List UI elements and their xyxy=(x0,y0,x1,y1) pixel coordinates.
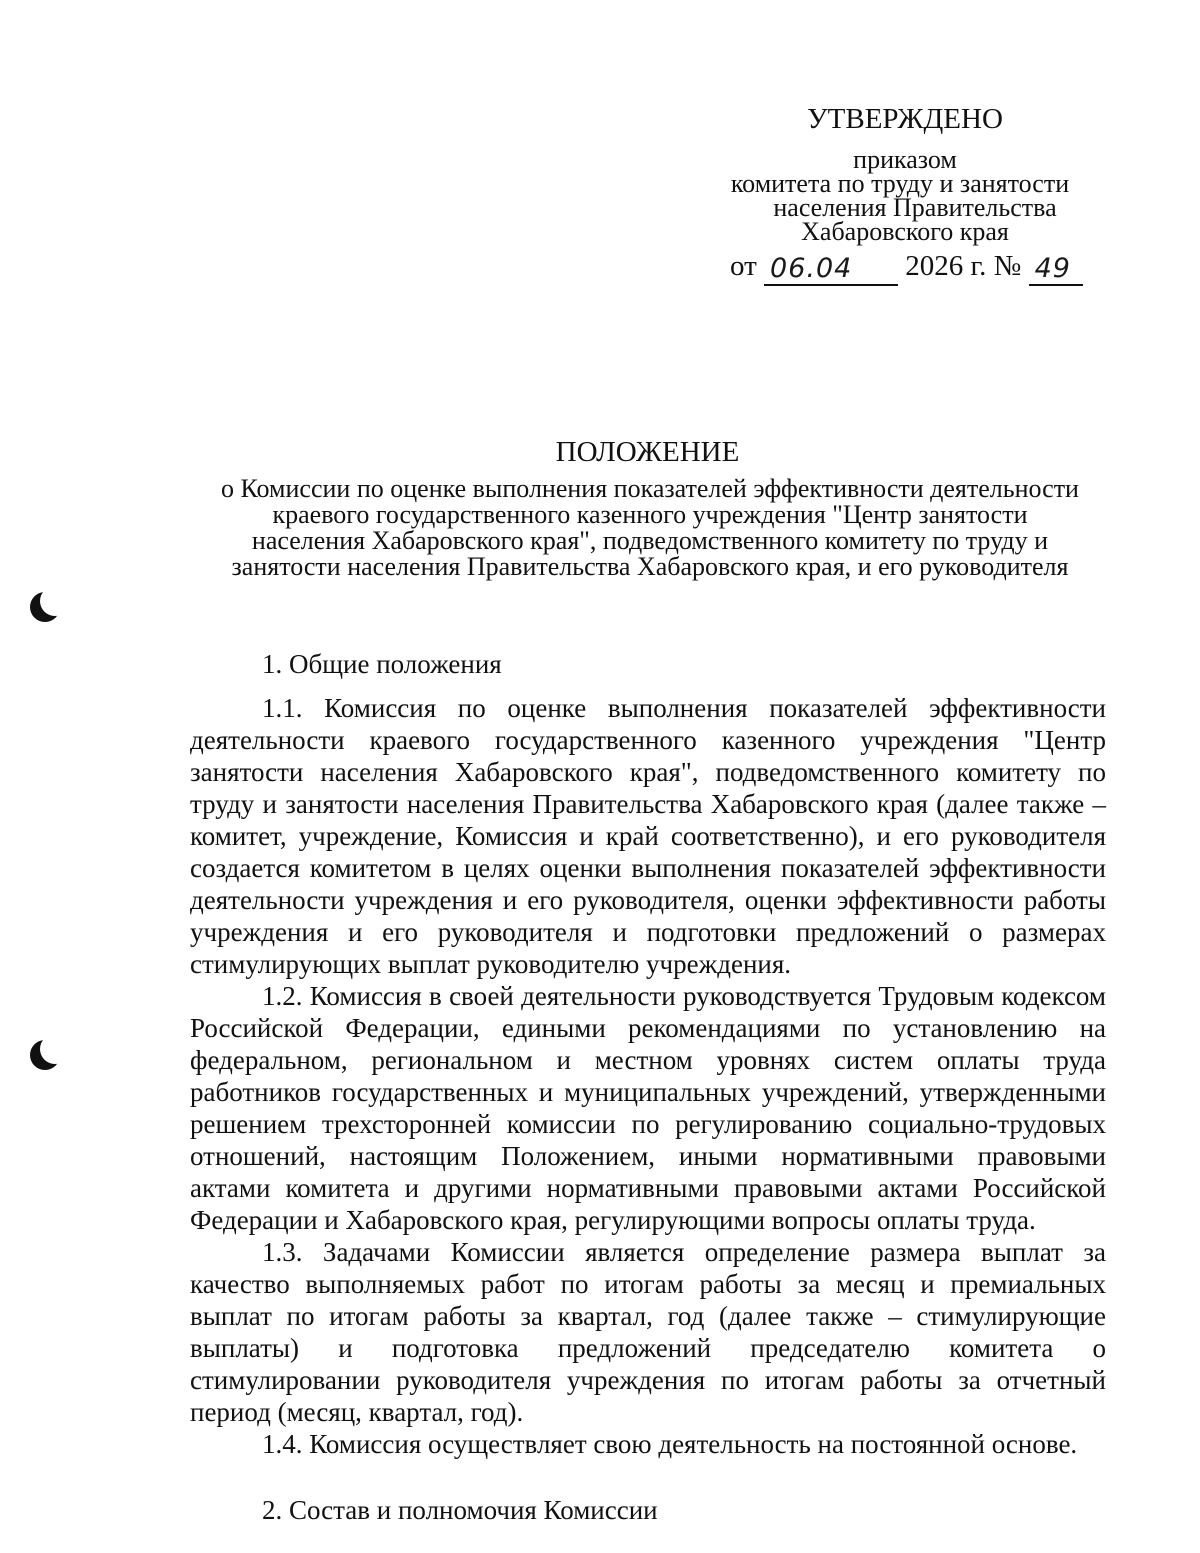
date-prefix: от xyxy=(730,250,757,282)
paragraph: 1.2. Комиссия в своей деятельности руководствуется Трудовым кодексом Российской Федерации, едиными рекомендациями по установлению на федеральном, региональном и местном уровнях систем оплаты труда работников государственных и муниципальных учреждений, утвержденными решением трехсторонней комиссии по регулированию социально-трудовых отношений, настоящим Положением, иными нормативными правовыми актами комитета и другими нормативными правовыми актами Российской Федерации и Хабаровского края, регулирующими вопросы оплаты труда. xyxy=(190,981,1106,1235)
document-body xyxy=(190,648,1106,1526)
order-date-number xyxy=(730,248,1083,286)
section-heading: 2. Состав и полномочия Комиссии xyxy=(262,1495,658,1525)
approval-title: УТВЕРЖДЕНО xyxy=(807,103,1003,135)
approval-lines xyxy=(700,145,1100,246)
document-subtitle xyxy=(190,476,1110,580)
approval-line: населения Правительства xyxy=(773,193,1057,222)
binder-hole-mark xyxy=(30,592,70,632)
handwritten-number: 49 xyxy=(1034,253,1071,284)
binder-hole-mark xyxy=(30,1040,70,1080)
number-field xyxy=(1029,248,1083,286)
subtitle-line: о Комиссии по оценке выполнения показателей эффективности деятельности xyxy=(221,474,1079,503)
approval-line: комитета по труду и занятости xyxy=(730,169,1070,198)
paragraph: 1.3. Задачами Комиссии является определение размера выплат за качество выполняемых работ по итогам работы за месяц и премиальных выплат по итогам работы за квартал, год (далее также – стимулирующие выплаты) и подготовка предложений председателю комитета о стимулировании руководителя учреждения по итогам работы за отчетный период (месяц, квартал, год). xyxy=(190,1237,1106,1427)
approval-stamp xyxy=(700,100,1100,244)
date-field xyxy=(764,248,898,286)
subtitle-line: краевого государственного казенного учреждения "Центр занятости xyxy=(272,500,1028,529)
approval-line: Хабаровского края xyxy=(801,217,1009,246)
paragraph: 1.1. Комиссия по оценке выполнения показателей эффективности деятельности краевого государственного казенного учреждения "Центр занятости населения Хабаровского края", подведомственного комитету по труду и занятости населения Правительства Хабаровского края (далее также – комитет, учреждение, Комиссия и край соответственно), и его руководителя создается комитетом в целях оценки выполнения показателей эффективности деятельности учреждения и его руководителя, оценки эффективности работы учреждения и его руководителя и подготовки предложений о размерах стимулирующих выплат руководителю учреждения. xyxy=(190,693,1106,979)
subtitle-line: населения Хабаровского края", подведомственного комитету по труду и xyxy=(251,526,1049,555)
year-and-number-label: 2026 г. № xyxy=(905,250,1022,282)
section-heading: 1. Общие положения xyxy=(262,649,502,679)
approval-line: приказом xyxy=(853,145,957,174)
document-title: ПОЛОЖЕНИЕ xyxy=(555,436,740,468)
subtitle-line: занятости населения Правительства Хабаровского края, и его руководителя xyxy=(231,552,1069,581)
paragraph: 1.4. Комиссия осуществляет свою деятельность на постоянной основе. xyxy=(262,1429,1078,1459)
handwritten-date: 06.04 xyxy=(770,253,853,284)
